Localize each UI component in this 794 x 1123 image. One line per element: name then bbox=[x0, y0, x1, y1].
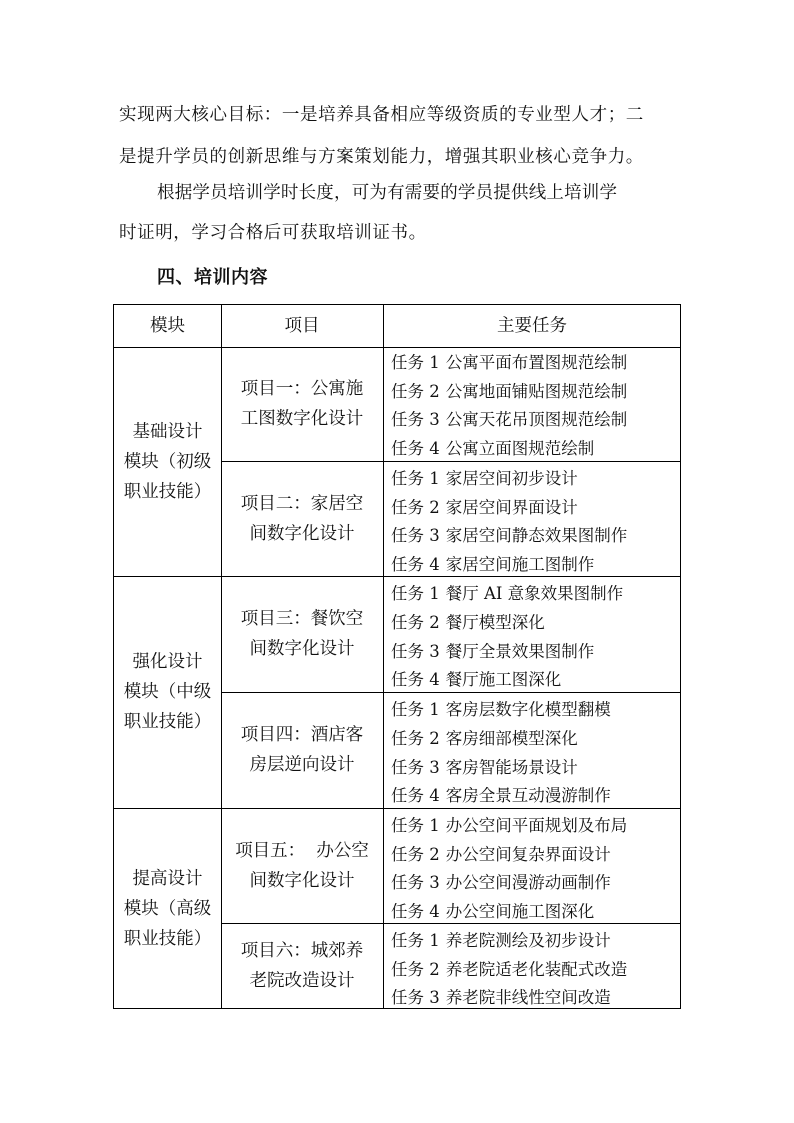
task-number: 任务 3 bbox=[391, 758, 440, 777]
task-text: 办公空间复杂界面设计 bbox=[445, 845, 611, 864]
project-name-line: 项目六：城郊养 bbox=[240, 941, 364, 961]
task-item bbox=[391, 521, 627, 550]
project-name-line: 项目一：公寓施 bbox=[240, 379, 364, 399]
task-item bbox=[391, 926, 611, 955]
project-name-line: 工图数字化设计 bbox=[240, 409, 364, 429]
project-cell bbox=[221, 923, 383, 1009]
task-text: 办公空间平面规划及布局 bbox=[445, 816, 628, 835]
task-number: 任务 1 bbox=[391, 469, 440, 488]
task-text: 公寓平面布置图规范绘制 bbox=[445, 353, 628, 372]
task-item bbox=[391, 897, 594, 926]
task-number: 任务 4 bbox=[391, 439, 440, 458]
project-name-line: 间数字化设计 bbox=[249, 523, 355, 544]
project-name-line: 项目五： 办公空 bbox=[235, 840, 369, 861]
task-number: 任务 4 bbox=[391, 670, 440, 689]
task-number: 任务 3 bbox=[391, 988, 440, 1007]
task-number: 任务 3 bbox=[391, 873, 440, 892]
module-name-line: 基础设计 bbox=[132, 421, 203, 442]
task-text: 家居空间施工图制作 bbox=[445, 555, 595, 574]
project-name-line: 老院改造设计 bbox=[249, 971, 355, 991]
task-number: 任务 2 bbox=[391, 960, 440, 979]
task-text: 家居空间界面设计 bbox=[445, 498, 578, 517]
task-item bbox=[391, 695, 611, 724]
task-text: 养老院测绘及初步设计 bbox=[445, 931, 611, 950]
module-name-line: 模块（初级 bbox=[123, 451, 212, 472]
module-name-line: 职业技能） bbox=[123, 928, 212, 949]
task-text: 餐厅模型深化 bbox=[445, 613, 545, 632]
module-cell bbox=[114, 347, 221, 576]
training-content-table bbox=[113, 304, 681, 1009]
project-name-line: 项目三：餐饮空 bbox=[240, 609, 364, 629]
module-name-line: 强化设计 bbox=[132, 652, 203, 672]
task-number: 任务 2 bbox=[391, 498, 440, 517]
task-text: 公寓天花吊顶图规范绘制 bbox=[445, 410, 628, 429]
module-cell bbox=[114, 808, 221, 1009]
task-text: 餐厅 AI 意象效果图制作 bbox=[445, 584, 624, 603]
task-text: 客房层数字化模型翻模 bbox=[445, 700, 611, 719]
task-item bbox=[391, 840, 611, 869]
task-number: 任务 3 bbox=[391, 526, 440, 545]
task-number: 任务 3 bbox=[391, 642, 440, 661]
project-cell bbox=[221, 576, 383, 692]
header-module: 模块 bbox=[150, 316, 185, 336]
section-heading: 四、培训内容 bbox=[157, 267, 268, 288]
task-item bbox=[391, 665, 561, 694]
task-text: 餐厅全景效果图制作 bbox=[445, 642, 595, 661]
task-text: 家居空间初步设计 bbox=[445, 469, 578, 488]
task-number: 任务 4 bbox=[391, 902, 440, 921]
project-cell bbox=[221, 347, 383, 461]
task-text: 养老院非线性空间改造 bbox=[445, 988, 611, 1007]
module-cell bbox=[114, 576, 221, 808]
task-item bbox=[391, 868, 611, 897]
task-text: 家居空间静态效果图制作 bbox=[445, 526, 628, 545]
module-name-line: 模块（高级 bbox=[123, 898, 212, 919]
table-vline-2 bbox=[383, 305, 384, 1008]
task-text: 客房智能场景设计 bbox=[445, 758, 578, 777]
task-text: 餐厅施工图深化 bbox=[445, 670, 562, 689]
project-name-line: 项目二：家居空 bbox=[240, 493, 364, 514]
paragraph-1-line-2: 是提升学员的创新思维与方案策划能力，增强其职业核心竞争力。 bbox=[119, 147, 644, 167]
project-cell bbox=[221, 461, 383, 576]
task-number: 任务 4 bbox=[391, 555, 440, 574]
paragraph-1-line-1: 实现两大核心目标：一是培养具备相应等级资质的专业型人才；二 bbox=[119, 105, 644, 125]
task-number: 任务 2 bbox=[391, 382, 440, 401]
task-item bbox=[391, 724, 578, 753]
task-item bbox=[391, 637, 594, 666]
task-item bbox=[391, 811, 627, 840]
task-number: 任务 3 bbox=[391, 410, 440, 429]
module-name-line: 模块（中级 bbox=[123, 682, 212, 702]
task-text: 养老院适老化装配式改造 bbox=[445, 960, 628, 979]
task-number: 任务 4 bbox=[391, 786, 440, 805]
task-item bbox=[391, 983, 611, 1012]
module-name-line: 职业技能） bbox=[123, 712, 212, 732]
task-item bbox=[391, 753, 578, 782]
task-number: 任务 2 bbox=[391, 845, 440, 864]
task-item bbox=[391, 781, 611, 810]
task-text: 客房细部模型深化 bbox=[445, 729, 578, 748]
module-name-line: 职业技能） bbox=[123, 481, 212, 502]
task-item bbox=[391, 464, 578, 493]
task-number: 任务 1 bbox=[391, 816, 440, 835]
task-item bbox=[391, 550, 594, 579]
task-number: 任务 2 bbox=[391, 613, 440, 632]
project-cell bbox=[221, 692, 383, 808]
task-item bbox=[391, 377, 627, 406]
header-project: 项目 bbox=[284, 316, 320, 336]
project-name-line: 间数字化设计 bbox=[249, 870, 355, 891]
task-item bbox=[391, 579, 623, 608]
project-cell bbox=[221, 808, 383, 923]
task-text: 办公空间漫游动画制作 bbox=[445, 873, 611, 892]
task-item bbox=[391, 405, 627, 434]
task-number: 任务 2 bbox=[391, 729, 440, 748]
task-number: 任务 1 bbox=[391, 353, 440, 372]
task-text: 公寓地面铺贴图规范绘制 bbox=[445, 382, 628, 401]
task-text: 办公空间施工图深化 bbox=[445, 902, 595, 921]
module-name-line: 提高设计 bbox=[132, 868, 203, 889]
project-name-line: 房层逆向设计 bbox=[249, 755, 355, 775]
task-item bbox=[391, 955, 627, 984]
paragraph-2-line-1: 根据学员培训学时长度，可为有需要的学员提供线上培训学 bbox=[157, 183, 618, 203]
header-tasks: 主要任务 bbox=[497, 316, 567, 336]
task-item bbox=[391, 434, 594, 463]
task-number: 任务 1 bbox=[391, 700, 440, 719]
task-number: 任务 1 bbox=[391, 584, 440, 603]
project-name-line: 项目四：酒店客 bbox=[240, 725, 364, 745]
task-item bbox=[391, 493, 578, 522]
task-text: 公寓立面图规范绘制 bbox=[445, 439, 595, 458]
project-name-line: 间数字化设计 bbox=[249, 639, 355, 659]
task-item bbox=[391, 608, 545, 637]
paragraph-2-line-2: 时证明，学习合格后可获取培训证书。 bbox=[119, 223, 427, 243]
task-number: 任务 1 bbox=[391, 931, 440, 950]
task-text: 客房全景互动漫游制作 bbox=[445, 786, 611, 805]
task-item bbox=[391, 348, 627, 377]
